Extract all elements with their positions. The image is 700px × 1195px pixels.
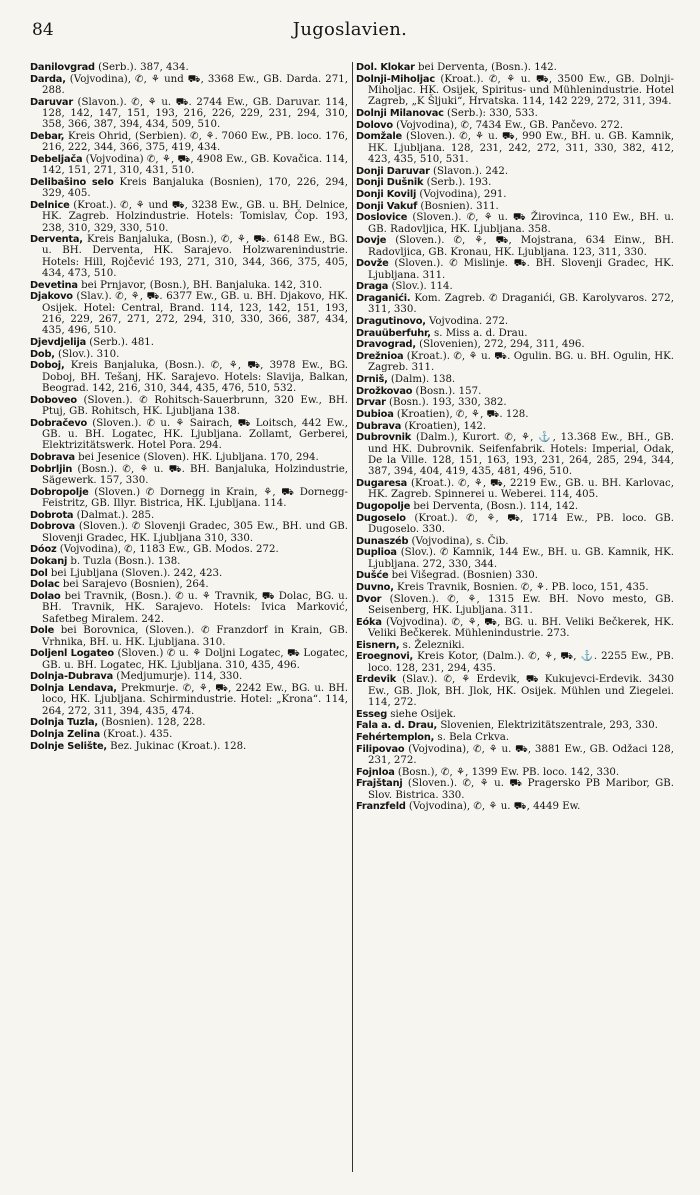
entry-headword: Danilovgrad xyxy=(30,62,95,73)
entry-text: (Sloven.). ✆, ⚘, ⛟, Mojstrana, 634 Einw., BH. Radovljica, GB. Kronau, HK. Ljubljana. 123, 311, 330. xyxy=(368,235,674,258)
entry-text: bei Borovnica, (Sloven.). ✆ Franzdorf in Krain, GB. Vrhnika, BH. u. HK. Ljubljana. 310. xyxy=(42,625,348,648)
entry-text: (Sloven.). ✆, ⚘, 1315 Ew. BH. Novo mesto, GB. Seisenberg, HK. Ljubljana. 311. xyxy=(368,593,674,617)
entry-headword: Dubrava xyxy=(356,420,402,432)
entry-headword: Fala a. d. Drau, xyxy=(356,720,438,732)
entry-headword: Dovže xyxy=(356,258,389,270)
gazetteer-entry xyxy=(30,234,348,279)
entry-text: (Sloven.) ✆ u. ⚘ Doljni Logatec, ⛟ Logatec, GB. u. BH. Logatec, HK. Ljubljana. 310, 435, 496. xyxy=(42,648,348,671)
entry-text: (Kroat.). ✆, ⚘ u. ⛟, 3500 Ew., GB. Dolnji-Miholjac. HK. Osijek, Spiritus- und Mühlenindustrie. Hotel Zagreb, „K Šljuki“, Hrvatska. 114, 142 229, 272, 311, 394. xyxy=(368,73,674,108)
entry-headword: Donji Kovilj xyxy=(356,189,417,200)
entry-headword: Draganići. xyxy=(356,293,411,305)
entry-text: (Serb.). 481. xyxy=(86,337,155,349)
gazetteer-entry xyxy=(30,395,348,418)
entry-headword: Dobračevo xyxy=(30,417,88,429)
entry-headword: Dugoselo xyxy=(356,512,406,524)
entry-headword: Dobrota xyxy=(30,509,74,521)
entry-text: (Dalmat.). 285. xyxy=(73,509,155,521)
gazetteer-entry xyxy=(356,74,674,108)
gazetteer-entry xyxy=(356,177,674,188)
entry-text: (Slav.). ✆, ⚘, ⛟. 6377 Ew., GB. u. BH. Djakovo, HK. Osijek. Hotel: Central, Brand. 114, 123, 142, 151, 193, 216, 229, 267, 271, 272, 294, 310, 330, 366, 387, 434, 435, 496, 510. xyxy=(42,291,348,337)
gazetteer-entry xyxy=(30,349,348,360)
entry-text: (Sloven.). ✆ u. ⚘ Sairach, ⛟ Loitsch, 442 Ew., GB. u. BH. Logatec, HK. Ljubljana. Zollamt, Gerberei, Elektrizitätswerk. Hotel Pora. 294. xyxy=(42,417,348,452)
gazetteer-entry xyxy=(356,108,674,119)
entry-text: bei Derventa, (Bosn.). 142. xyxy=(414,62,557,73)
entry-headword: Dolnja-Dubrava xyxy=(30,671,113,683)
gazetteer-entry xyxy=(356,582,674,593)
entry-text: bei Ljubljana (Sloven.). 242, 423. xyxy=(47,567,223,579)
entry-headword: Erdevik xyxy=(356,674,397,686)
entry-text: bei Prnjavor, (Bosn.), BH. Banjaluka. 142, 310. xyxy=(77,279,323,291)
entry-headword: Debar, xyxy=(30,130,65,142)
entry-text: (Dalm). 138. xyxy=(387,374,456,386)
gazetteer-entry xyxy=(356,732,674,743)
gazetteer-entry xyxy=(356,513,674,536)
right-column xyxy=(356,62,674,813)
entry-headword: Duplioa xyxy=(356,547,397,559)
entry-headword: Eisnern, xyxy=(356,639,400,651)
entry-text: (Kroat.). ✆, ⚘, ⛟, 1714 Ew., PB. loco. GB. Dugoselo. 330. xyxy=(368,512,674,536)
gazetteer-entry xyxy=(30,510,348,521)
entry-text: (Kroat.). ✆, ⚘, ⛟, 2219 Ew., GB. u. BH. Karlovac, HK. Zagreb. Spinnerei u. Weberei. 114, 405. xyxy=(368,478,674,501)
entry-text: (Bosn.). 193, 330, 382. xyxy=(385,397,507,409)
gazetteer-entry xyxy=(356,328,674,339)
gazetteer-entry xyxy=(30,521,348,544)
entry-text: b. Tuzla (Bosn.). 138. xyxy=(67,555,181,567)
gazetteer-entry xyxy=(356,258,674,281)
entry-headword: Dvor xyxy=(356,593,382,605)
entry-headword: Eroegnovi, xyxy=(356,651,414,663)
entry-headword: Doboj, xyxy=(30,360,65,372)
entry-headword: Dolnji Milanovac xyxy=(356,107,444,119)
entry-text: (Sloven.). ✆ Mislinje. ⛟. BH. Slovenji Gradec, HK. Ljubljana. 311. xyxy=(368,258,674,281)
gazetteer-entry xyxy=(30,131,348,154)
gazetteer-entry xyxy=(356,397,674,408)
gazetteer-entry xyxy=(30,452,348,463)
gazetteer-entry xyxy=(356,131,674,165)
entry-headword: Fehértemplon, xyxy=(356,732,435,744)
entry-text: bei Travnik, (Bosn.). ✆ u. ⚘ Travnik, ⛟ Dolac, BG. u. BH. Travnik, HK. Sarajevo. Hotels: Ivica Marković, Safetbeg Miralem. 242. xyxy=(42,591,348,625)
entry-text: bei Jesenice (Sloven). HK. Ljubljana. 170, 294. xyxy=(74,451,319,463)
entry-text: Kreis Banjaluka, (Bosn.). ✆, ⚘, ⛟, 3978 Ew., BG. Doboj, BH. Tešanj, HK. Sarajevo. Hotels: Slavija, Balkan, Beograd. 142, 216, 310, 344, 435, 476, 510, 532. xyxy=(42,360,348,394)
entry-headword: Dravograd, xyxy=(356,339,416,351)
gazetteer-entry xyxy=(356,120,674,131)
gazetteer-entry xyxy=(356,744,674,767)
entry-headword: Dolnja Lendava, xyxy=(30,682,117,694)
entry-text: (Bosnien). 128, 228. xyxy=(97,717,206,729)
entry-text: Vojvodina. 272. xyxy=(425,316,509,327)
page-header xyxy=(0,0,700,50)
entry-text: (Kroat.). ✆, ⚘ und ⛟, 3238 Ew., GB. u. BH. Delnice, HK. Zagreb. Holzindustrie. Hotels: Tomislav, Čop. 193, 238, 310, 329, 330, 510. xyxy=(42,199,348,234)
gazetteer-entry xyxy=(356,501,674,512)
entry-text: (Sloven.). ✆ Rohitsch-Sauerbrunn, 320 Ew., BH. Ptuj, GB. Rohitsch, HK. Ljubljana 138. xyxy=(42,394,348,417)
entry-text: (Vojvodina), ✆, 7434 Ew., GB. Pančevo. 272. xyxy=(392,119,624,131)
entry-text: (Dalm.), Kurort. ✆, ⚘, ⚓, 13.368 Ew., BH., GB. und HK. Dubrovnik. Seifenfabrik. Hotels: Imperial, Odak, De la Ville. 128, 151, 163, 193, 231, 264, 285, 294, 344, 387, 394, 404, 419, 435, 481, 496, 510. xyxy=(368,432,674,478)
entry-text: (Bosnien). 311. xyxy=(417,200,499,212)
entry-headword: Drožkovao xyxy=(356,385,413,397)
entry-text: s. Bela Crkva. xyxy=(434,732,510,744)
gazetteer-entry xyxy=(356,640,674,651)
entry-headword: Dokanj xyxy=(30,555,68,567)
entry-text: bei Sarajevo (Bosnien), 264. xyxy=(59,579,209,591)
entry-text: (Slov.). 310. xyxy=(54,348,120,360)
gazetteer-entry xyxy=(30,556,348,567)
entry-text: (Vojvodina), s. Čib. xyxy=(408,535,509,547)
entry-text: Kreis Travnik, Bosnien. ✆, ⚘. PB. loco, 151, 435. xyxy=(393,582,649,594)
gazetteer-entry xyxy=(30,200,348,234)
entry-text: (Sloven.). ✆, ⚘ u. ⛟, 990 Ew., BH. u. GB. Kamnik, HK. Ljubljana. 128, 231, 242, 272, 311, 330, 382, 412, 423, 435, 510, 531. xyxy=(368,131,674,165)
entry-text: (Bosn.). 157. xyxy=(412,385,482,397)
entry-headword: Doslovice xyxy=(356,212,408,224)
entry-headword: Dolao xyxy=(30,591,61,603)
entry-headword: Filipovao xyxy=(356,743,405,755)
gazetteer-entry xyxy=(356,651,674,674)
entry-headword: Dolnja Zelina xyxy=(30,728,101,740)
gazetteer-entry xyxy=(356,547,674,570)
entry-text: Prekmurje. ✆, ⚘, ⛟, 2242 Ew., BG. u. BH. loco, HK. Ljubljana. Schirmindustrie. Hotel: „Krona“. 114, 264, 272, 311, 394, 435, 474. xyxy=(42,682,348,717)
gazetteer-entry xyxy=(356,778,674,801)
entry-text: Slovenien, Elektrizitätszentrale, 293, 330. xyxy=(437,720,658,732)
entry-text: (Vojvodina) ✆, ⚘, ⛟, 4908 Ew., GB. Kovačica. 114, 142, 151, 271, 310, 431, 510. xyxy=(42,153,348,177)
gazetteer-entry xyxy=(356,617,674,640)
entry-headword: Dolovo xyxy=(356,119,393,131)
gazetteer-entry xyxy=(30,579,348,590)
entry-headword: Doljenl Logateo xyxy=(30,648,114,660)
entry-headword: Devetina xyxy=(30,279,78,291)
entry-headword: Dunaszéb xyxy=(356,535,409,547)
entry-headword: Delnice xyxy=(30,199,70,211)
entry-text: (Slavon.). ✆, ⚘ u. ⛟. 2744 Ew., GB. Daruvar. 114, 128, 142, 147, 151, 193, 216, 226, 229, 231, 294, 310, 358, 366, 387, 394, 434, 509, 510. xyxy=(42,96,348,131)
gazetteer-entry xyxy=(356,201,674,212)
entry-headword: Derventa, xyxy=(30,234,83,246)
entry-headword: Drauüberfuhr, xyxy=(356,327,431,339)
gazetteer-entry xyxy=(30,625,348,648)
entry-headword: Delibašino selo xyxy=(30,176,114,188)
entry-headword: Dušće xyxy=(356,570,389,582)
gazetteer-entry xyxy=(356,235,674,258)
gazetteer-entry xyxy=(30,487,348,510)
entry-text: (Vojvodina), 291. xyxy=(416,189,507,200)
entry-headword: Daruvar xyxy=(30,96,73,108)
gazetteer-entry xyxy=(356,212,674,235)
page-number: 84 xyxy=(32,20,54,40)
entry-text: (Slav.). ✆, ⚘ Erdevik, ⛟ Kukujevci-Erdevik. 3430 Ew., GB. Jlok, BH. Jlok, HK. Osijek. Mühlen und Ziegelei. 114, 272. xyxy=(368,674,674,708)
entry-text: Kreis Banjaluka (Bosnien), 170, 226, 294, 329, 405. xyxy=(42,176,348,200)
entry-text: (Slov.). 114. xyxy=(388,281,453,293)
gazetteer-entry xyxy=(30,568,348,579)
gazetteer-entry xyxy=(356,674,674,708)
gazetteer-entry xyxy=(356,536,674,547)
entry-headword: Dóoz xyxy=(30,544,57,556)
gazetteer-entry xyxy=(30,154,348,177)
entry-headword: Drežnioa xyxy=(356,351,404,363)
entry-headword: Dobrava xyxy=(30,451,75,463)
entry-headword: Dovje xyxy=(356,235,387,247)
entry-text: Kreis Kotor, (Dalm.). ✆, ⚘, ⛟, ⚓. 2255 Ew., PB. loco. 128, 231, 294, 435. xyxy=(368,651,674,674)
entry-text: (Sloven.) ✆ Dornegg in Krain, ⚘, ⛟ Dornegg-Feistritz, GB. Illyr. Bistrica, HK. Ljubljana. 114. xyxy=(42,486,348,509)
entry-headword: Dugopolje xyxy=(356,501,411,513)
page-title: Jugoslavien. xyxy=(292,19,408,40)
entry-text: (Slovenien), 272, 294, 311, 496. xyxy=(415,339,585,351)
gazetteer-entry xyxy=(30,337,348,348)
entry-text: (Serb.): 330, 533. xyxy=(443,107,538,119)
entry-headword: Debeljača xyxy=(30,153,83,165)
entry-headword: Dubioa xyxy=(356,409,394,421)
gazetteer-entry xyxy=(356,386,674,397)
entry-text: (Vojvodina), ✆, ⚘ u. ⛟, 3881 Ew., GB. Odžaci 128, 231, 272. xyxy=(368,743,674,767)
entry-text: (Slavon.). 242. xyxy=(429,165,509,177)
gazetteer-entry xyxy=(356,570,674,581)
entry-headword: Franzfeld xyxy=(356,801,406,813)
entry-text: (Sloven.). ✆ Slovenji Gradec, 305 Ew., BH. und GB. Slovenji Gradec, HK. Ljubljana 310, 330. xyxy=(42,521,348,544)
gazetteer-entry xyxy=(30,741,348,752)
entry-text: (Serb.). 387, 434. xyxy=(94,62,189,73)
gazetteer-entry xyxy=(30,177,348,200)
entry-text: (Medjumurje). 114, 330. xyxy=(113,671,243,683)
gazetteer-entry xyxy=(356,316,674,327)
gazetteer-entry xyxy=(30,717,348,728)
gazetteer-entry xyxy=(30,671,348,682)
gazetteer-entry xyxy=(356,478,674,501)
gazetteer-entry xyxy=(356,767,674,778)
entry-text: (Bosn.), ✆, ⚘, 1399 Ew. PB. loco. 142, 330. xyxy=(394,766,620,778)
gazetteer-entry xyxy=(30,648,348,671)
gazetteer-entry xyxy=(30,62,348,73)
gazetteer-entry xyxy=(356,166,674,177)
gazetteer-entry xyxy=(30,683,348,717)
entry-headword: Frajštanj xyxy=(356,778,403,790)
entry-headword: Domžale xyxy=(356,131,402,143)
entry-headword: Fojnloa xyxy=(356,766,395,778)
gazetteer-entry xyxy=(30,464,348,487)
entry-headword: Dob, xyxy=(30,348,55,360)
column-divider xyxy=(352,62,353,1172)
gazetteer-entry xyxy=(356,432,674,477)
entry-headword: Drvar xyxy=(356,397,386,409)
entry-text: bei Višegrad. (Bosnien) 330. xyxy=(388,570,538,582)
gazetteer-entry xyxy=(356,189,674,200)
entry-text: siehe Osijek. xyxy=(387,708,457,720)
entry-text: (Bosn.). ✆, ⚘ u. ⛟. BH. Banjaluka, Holzindustrie, Sägewerk. 157, 330. xyxy=(42,463,348,486)
entry-text: s. Miss a. d. Drau. xyxy=(430,327,528,339)
gazetteer-entry xyxy=(30,74,348,97)
entry-headword: Djakovo xyxy=(30,291,73,303)
entry-text: (Kroat.). ✆, ⚘ u. ⛟. Ogulin. BG. u. BH. Ogulin, HK. Zagreb. 311. xyxy=(368,351,674,374)
entry-headword: Dole xyxy=(30,625,55,637)
entry-text: (Kroatien), 142. xyxy=(401,420,487,432)
gazetteer-entry xyxy=(30,729,348,740)
entry-text: Kreis Ohrid, (Serbien). ✆, ⚘. 7060 Ew., PB. loco. 176, 216, 222, 344, 366, 375, 419, 434. xyxy=(42,130,348,154)
entry-headword: Dugaresa xyxy=(356,478,408,490)
entry-headword: Darda, xyxy=(30,73,66,85)
entry-headword: Dolnje Selište, xyxy=(30,740,107,752)
entry-headword: Donji Daruvar xyxy=(356,165,430,177)
gazetteer-entry xyxy=(356,709,674,720)
entry-headword: Dolnji-Miholjac xyxy=(356,73,435,85)
entry-headword: Drniš, xyxy=(356,374,388,386)
entry-headword: Dobrova xyxy=(30,521,76,533)
gazetteer-entry xyxy=(30,280,348,291)
entry-headword: Draga xyxy=(356,281,389,293)
gazetteer-entry xyxy=(30,544,348,555)
entry-text: (Vojvodina), ✆, ⚘ u. ⛟, 4449 Ew. xyxy=(405,801,581,813)
gazetteer-entry xyxy=(356,421,674,432)
entry-headword: Donji Dušnik xyxy=(356,177,424,189)
entry-headword: Dol xyxy=(30,567,48,579)
gazetteer-entry xyxy=(356,720,674,731)
entry-text: Kreis Banjaluka, (Bosn.), ✆, ⚘, ⛟. 6148 Ew., BG. u. BH. Derventa, HK. Sarajevo. Holzwarenindustrie. Hotels: Hill, Rojčević 193, 271, 310, 344, 366, 375, 405, 434, 473, 510. xyxy=(42,234,348,280)
gazetteer-entry xyxy=(356,351,674,374)
entry-text: (Vojvodina). ✆, ⚘, ⛟, BG. u. BH. Veliki Bečkerek, HK. Veliki Bečkerek. Mühlenindustrie. 273. xyxy=(368,616,674,640)
left-column xyxy=(30,62,348,752)
entry-text: s. Železniki. xyxy=(399,639,465,651)
gazetteer-entry xyxy=(30,360,348,394)
entry-text: (Sloven.). ✆, ⚘ u. ⛟ Žirovinca, 110 Ew., BH. u. GB. Radovljica, HK. Ljubljana. 358. xyxy=(368,212,674,235)
entry-headword: Dragutinovo, xyxy=(356,316,426,327)
entry-headword: Dobropolje xyxy=(30,486,89,498)
entry-headword: Dubrovnik xyxy=(356,432,412,444)
entry-text: (Kroatien), ✆, ⚘, ⛟. 128. xyxy=(393,409,529,421)
entry-headword: Dobrljin xyxy=(30,463,73,475)
entry-headword: Eóka xyxy=(356,616,382,628)
entry-headword: Esseg xyxy=(356,708,388,720)
entry-text: (Vojvodina), ✆, ⚘ und ⛟, 3368 Ew., GB. Darda. 271, 288. xyxy=(42,73,348,96)
gazetteer-entry xyxy=(30,97,348,131)
entry-text: (Kroat.). 435. xyxy=(100,728,173,740)
entry-headword: Dol. Klokar xyxy=(356,62,415,73)
entry-text: (Vojvodina), ✆, 1183 Ew., GB. Modos. 272. xyxy=(56,544,279,556)
gazetteer-entry xyxy=(30,418,348,452)
entry-text: (Serb.). 193. xyxy=(423,177,492,189)
gazetteer-entry xyxy=(356,62,674,73)
gazetteer-entry xyxy=(356,374,674,385)
gazetteer-entry xyxy=(356,409,674,420)
entry-text: bei Derventa, (Bosn.). 114, 142. xyxy=(410,501,579,513)
entry-headword: Donji Vakuf xyxy=(356,200,418,212)
gazetteer-entry xyxy=(30,591,348,625)
gazetteer-entry xyxy=(356,281,674,292)
gazetteer-entry xyxy=(356,594,674,617)
entry-text: (Slov.). ✆ Kamnik, 144 Ew., BH. u. GB. Kamnik, HK. Ljubljana. 272, 330, 344. xyxy=(368,547,674,570)
entry-headword: Doboveo xyxy=(30,394,77,406)
entry-text: Bez. Jukinac (Kroat.). 128. xyxy=(106,740,247,752)
gazetteer-entry xyxy=(356,293,674,316)
entry-headword: Dolnja Tuzla, xyxy=(30,717,98,729)
entry-headword: Duvno, xyxy=(356,582,394,594)
entry-headword: Dolac xyxy=(30,579,60,591)
gazetteer-entry xyxy=(30,291,348,336)
entry-text: (Sloven.). ✆, ⚘ u. ⛟ Pragersko PB Maribor, GB. Slov. Bistrica. 330. xyxy=(368,778,674,801)
gazetteer-entry xyxy=(356,339,674,350)
gazetteer-entry xyxy=(356,801,674,812)
entry-text: Kom. Zagreb. ✆ Draganići, GB. Karolyvaros. 272, 311, 330. xyxy=(368,293,674,316)
entry-headword: Djevdjelija xyxy=(30,337,87,349)
